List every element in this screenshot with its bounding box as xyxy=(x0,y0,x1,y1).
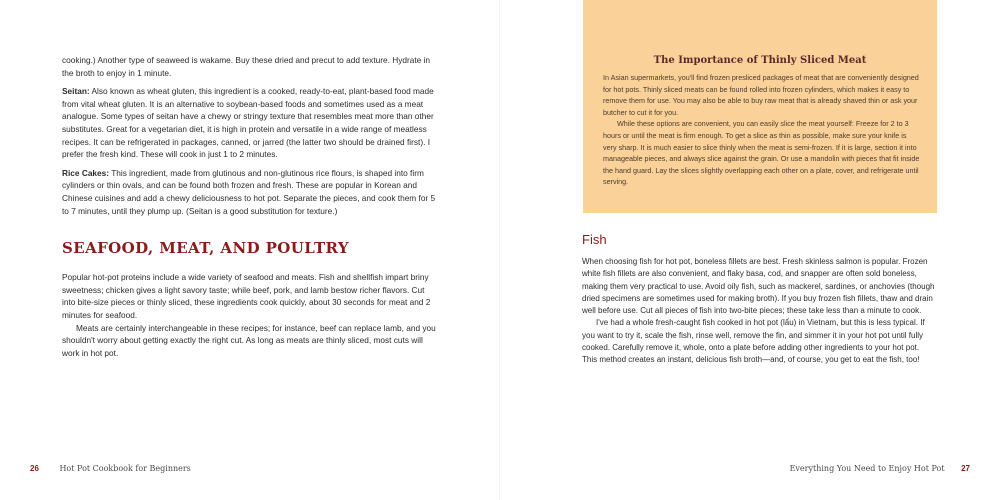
sidebar-paragraph: While these options are convenient, you can easily slice the meat yourself: Freeze for 2 to 3 hours or until the meat is firm enough. To get a slice as thin as possible, make sure your knife is very sharp. It is much easier to slice thinly when the meat is semi-frozen. If it is large, section it into manageable pieces, and always slice against the grain. Or use a mandolin with pieces that fit inside the hand guard. Lay the slices slightly overlapping each other on a plate, cover, and refrigerate until serving. xyxy=(603,119,920,187)
sidebar-paragraph: In Asian supermarkets, you'll find frozen presliced packages of meat that are conveniently designed for hot pots. Thinly sliced meats can be found rolled into frozen cylinders, which makes it easy to remove them for use. You may also be able to buy raw meat that is already shaved thin or ask your butcher to cut it for you. xyxy=(603,73,919,117)
paragraph-text: cooking.) Another type of seaweed is wakame. Buy these dried and precut to add texture. Hydrate in the broth to enjoy in 1 minute. xyxy=(62,55,431,78)
meats-paragraph: Meats are certainly interchangeable in these recipes; for instance, beef can replace lamb, and you shouldn't worry about getting exactly the right cut. As long as meats are thinly sliced, most cuts will work in hot pot. xyxy=(62,322,436,358)
right-page xyxy=(500,0,1000,500)
seaweed-paragraph xyxy=(62,54,440,79)
section-heading: SEAFOOD, MEAT, AND POULTRY xyxy=(62,239,350,258)
book-title: Hot Pot Cookbook for Beginners xyxy=(59,464,191,473)
page-number: 26 xyxy=(30,464,39,473)
sidebar-body xyxy=(603,72,921,188)
seitan-term: Seitan: xyxy=(62,86,90,97)
sidebar-box xyxy=(583,0,937,213)
seitan-paragraph xyxy=(62,85,440,161)
rice-cakes-text: This ingredient, made from glutinous and non-glutinous rice flours, is shaped into firm cylinders or thin ovals, and can be found both frozen and fresh. These are popular in Korean and Chinese cuisines and add a chewy deliciousness to hot pot. Separate the pieces, and cook them for 5 to 7 minutes, until they plump up. (Seitan is a good substitution for texture.) xyxy=(62,167,436,216)
sidebar-title: The Importance of Thinly Sliced Meat xyxy=(653,55,867,66)
seitan-text: Also known as wheat gluten, this ingredient is a cooked, ready-to-eat, plant-based food made from vital wheat gluten. It is an alternative to soybean-based foods and sometimes used as a meat analogue. Some types of seitan have a chewy or stringy texture that resembles meat more than other substitutes. Great for a vegetarian diet, it is high in protein and versatile in a wide range of meatless recipes. It can be refrigerated in packages, canned, or jarred (the latter two should be drained first). I prefer the fresh kind. These will cook in just 1 to 2 minutes. xyxy=(62,86,434,160)
page-number: 27 xyxy=(961,464,970,473)
rice-cakes-term: Rice Cakes: xyxy=(62,167,110,178)
chapter-title: Everything You Need to Enjoy Hot Pot xyxy=(789,464,945,473)
left-footer xyxy=(30,464,191,473)
proteins-paragraph: Popular hot-pot proteins include a wide variety of seafood and meats. Fish and shellfish impart briny sweetness; chicken gives a light savory taste; while beef, pork, and lamb bestow richer flavors. Cut into bite-size pieces or thinly sliced, these ingredients cook quickly, about 30 seconds for meat and 2 minutes for seafood. xyxy=(62,272,431,320)
fish-paragraph: I've had a whole fresh-caught fish cooked in hot pot (lẩu) in Vietnam, but this is less typical. If you want to try it, scale the fish, rinse well, remove the fin, and simmer it in your hot pot until fully cooked. Carefully remove it, whole, onto a plate before adding other ingredients to your hot pot. This method creates an instant, delicious fish broth—and, of course, you get to eat the fish, too! xyxy=(582,318,925,365)
rice-cakes-paragraph xyxy=(62,167,440,217)
fish-heading: Fish xyxy=(582,232,607,247)
right-footer xyxy=(790,464,970,473)
right-text-column xyxy=(582,232,936,367)
left-text-column xyxy=(62,54,440,359)
fish-paragraph: When choosing fish for hot pot, boneless fillets are best. Fresh skinless salmon is popular. Frozen white fish fillets are also convenient, and flaky basa, cod, and snapper are often sold boneless, making them very practical to use. Avoid oily fish, such as mackerel, sardines, or anchovies (though dried specimens are sometimes used for making broth). If you buy frozen fish fillets, thaw and drain well before use. Cut all pieces of fish into two-bite pieces; these take less than a minute to cook. xyxy=(582,257,935,316)
